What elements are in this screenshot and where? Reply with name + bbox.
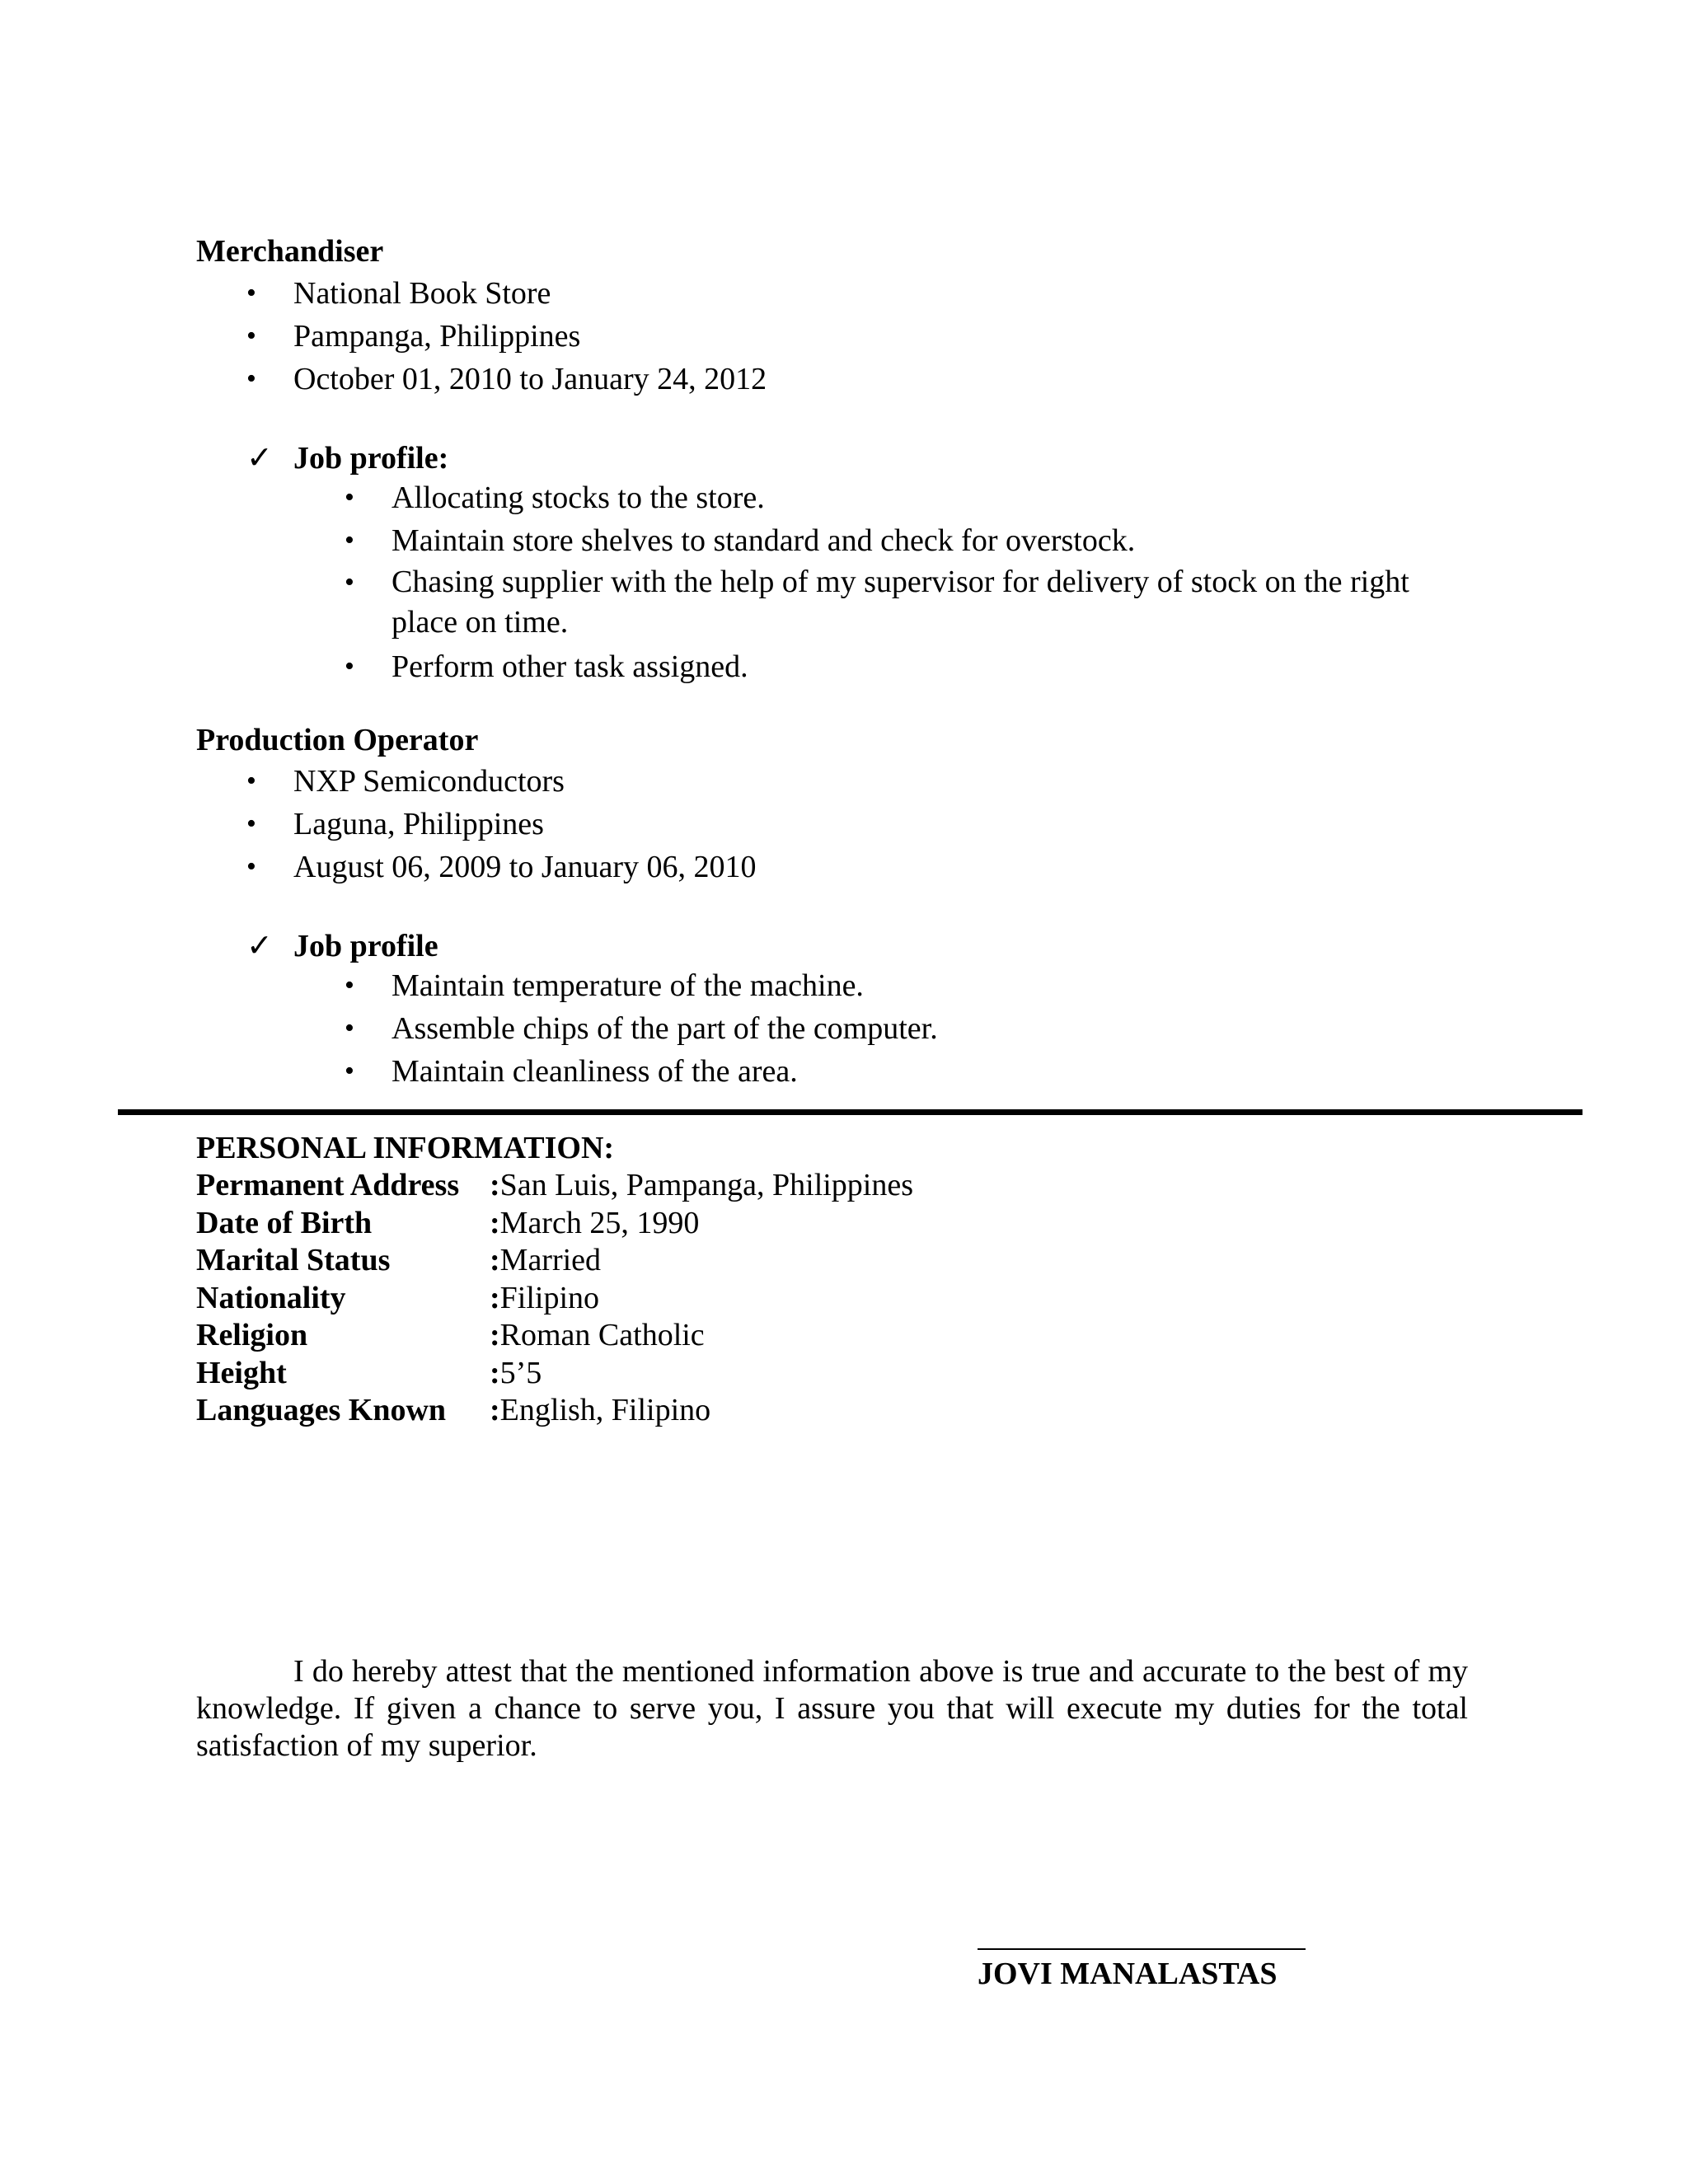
task-text: Allocating stocks to the store. <box>392 480 765 515</box>
personal-info-value: Filipino <box>499 1280 600 1315</box>
job-profile-label: Job profile: <box>293 441 449 476</box>
personal-info-value: English, Filipino <box>499 1393 711 1427</box>
task-item <box>345 1007 938 1050</box>
personal-info-row <box>196 1317 913 1355</box>
personal-info-row <box>196 1355 913 1393</box>
job-detail-text: Pampanga, Philippines <box>293 319 581 354</box>
personal-info-colon: : <box>490 1355 500 1390</box>
job-profile-label: Job profile <box>293 929 438 963</box>
job-profile-heading <box>246 925 438 968</box>
bullet-icon: • <box>345 1056 354 1086</box>
personal-info-colon: : <box>490 1205 500 1240</box>
personal-info-value: Roman Catholic <box>499 1318 705 1352</box>
personal-info-row <box>196 1280 913 1318</box>
personal-info-label: Height <box>196 1355 287 1390</box>
task-text: Chasing supplier with the help of my supervisor for delivery of stock on the right place on time. <box>392 565 1409 640</box>
personal-info-colon: : <box>490 1280 500 1315</box>
bullet-icon: • <box>246 321 256 351</box>
task-item <box>345 1050 938 1093</box>
task-text: Assemble chips of the part of the computer. <box>392 1011 938 1046</box>
job-title-production-operator: Production Operator <box>196 723 479 757</box>
job-title-merchandiser: Merchandiser <box>196 234 384 269</box>
task-text: Maintain cleanliness of the area. <box>392 1054 798 1089</box>
section-divider <box>118 1109 1582 1115</box>
job-tasks-production-operator <box>345 964 938 1093</box>
bullet-icon: • <box>345 482 354 513</box>
personal-info-label: Marital Status <box>196 1243 391 1277</box>
job-detail-text: National Book Store <box>293 276 551 311</box>
bullet-icon: • <box>246 766 256 796</box>
bullet-icon: • <box>345 567 354 598</box>
personal-info-value: 5’5 <box>499 1355 542 1390</box>
bullet-icon: • <box>345 970 354 1001</box>
bullet-icon: • <box>246 851 256 882</box>
task-item <box>345 562 1463 643</box>
job-profile-heading <box>246 437 449 480</box>
job-detail-item <box>246 803 757 846</box>
job-details-production-operator <box>246 760 757 888</box>
personal-info-row <box>196 1205 913 1243</box>
job-detail-item <box>246 272 767 315</box>
personal-info-row <box>196 1167 913 1205</box>
bullet-icon: • <box>246 278 256 308</box>
checkmark-icon: ✓ <box>246 441 273 476</box>
personal-info-row <box>196 1242 913 1280</box>
task-item <box>345 964 938 1007</box>
personal-info-colon: : <box>490 1318 500 1352</box>
bullet-icon: • <box>345 525 354 555</box>
job-detail-item <box>246 846 757 888</box>
personal-info-label: Nationality <box>196 1280 346 1315</box>
bullet-icon: • <box>246 808 256 839</box>
bullet-icon: • <box>345 1013 354 1043</box>
personal-info-row <box>196 1392 913 1430</box>
attestation-paragraph: I do hereby attest that the mentioned information above is true and accurate to the best of my knowledge. If given a chance to serve you, I assure you that will execute my duties for the total satisfaction of my superior. <box>196 1654 1468 1763</box>
signature-name: JOVI MANALASTAS <box>978 1957 1278 1991</box>
personal-info-label: Date of Birth <box>196 1205 373 1240</box>
task-item <box>345 645 1463 688</box>
task-item <box>345 519 1463 562</box>
personal-info-label: Permanent Address <box>196 1168 460 1202</box>
personal-info-label: Languages Known <box>196 1393 447 1427</box>
personal-info-table <box>196 1167 913 1430</box>
personal-info-colon: : <box>490 1243 500 1277</box>
signature-line <box>978 1948 1306 1950</box>
job-detail-text: August 06, 2009 to January 06, 2010 <box>293 850 757 884</box>
personal-info-value: Married <box>499 1243 602 1277</box>
job-detail-text: October 01, 2010 to January 24, 2012 <box>293 362 767 396</box>
checkmark-icon: ✓ <box>246 929 273 963</box>
task-text: Perform other task assigned. <box>392 649 748 684</box>
personal-info-heading: PERSONAL INFORMATION: <box>196 1131 615 1165</box>
job-detail-text: NXP Semiconductors <box>293 764 565 799</box>
job-detail-item <box>246 760 757 803</box>
job-detail-text: Laguna, Philippines <box>293 807 544 841</box>
task-item <box>345 476 1463 519</box>
job-detail-item <box>246 358 767 401</box>
bullet-icon: • <box>345 651 354 682</box>
bullet-icon: • <box>246 363 256 394</box>
task-text: Maintain temperature of the machine. <box>392 968 864 1003</box>
personal-info-label: Religion <box>196 1318 308 1352</box>
personal-info-colon: : <box>490 1393 500 1427</box>
personal-info-value: San Luis, Pampanga, Philippines <box>499 1168 914 1202</box>
job-tasks-merchandiser <box>345 476 1463 688</box>
personal-info-value: March 25, 1990 <box>499 1205 700 1240</box>
job-details-merchandiser <box>246 272 767 401</box>
personal-info-colon: : <box>490 1168 500 1202</box>
job-detail-item <box>246 315 767 358</box>
task-text: Maintain store shelves to standard and check for overstock. <box>392 523 1136 558</box>
